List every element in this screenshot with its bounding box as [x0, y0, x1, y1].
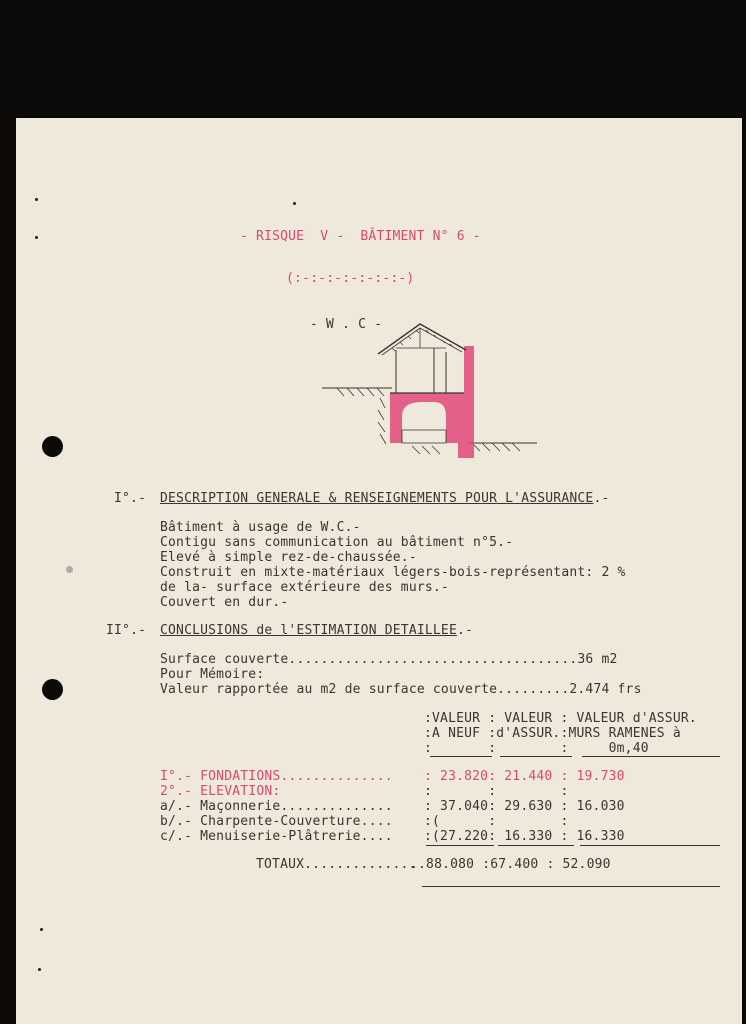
dust-speck	[293, 202, 296, 205]
row-underline	[580, 845, 720, 846]
dust-speck	[35, 236, 38, 239]
section1-heading: DESCRIPTION GENERALE & RENSEIGNEMENTS POUR L'ASSURANCE	[160, 491, 594, 506]
totals-values: ..88.080 :67.400 : 52.090	[410, 857, 611, 872]
row-underline	[498, 845, 574, 846]
section2-line: Pour Mémoire:	[160, 667, 265, 682]
section2-heading: CONCLUSIONS de l'ESTIMATION DETAILLEE	[160, 623, 457, 638]
title-ornament: (:-:-:-:-:-:-:-)	[286, 271, 415, 286]
header-underline	[500, 756, 572, 757]
table-header-row: :A NEUF :d'ASSUR.:MURS RAMENES à	[424, 726, 681, 741]
row-elevation-values: : : :	[424, 784, 569, 799]
dust-speck	[38, 968, 41, 971]
building-section-drawing-icon	[322, 318, 547, 468]
totals-underline	[422, 886, 720, 887]
row-underline	[426, 845, 494, 846]
section1-line: Construit en mixte-matériaux légers-bois-représentant: 2 %	[160, 565, 626, 580]
row-a-values: : 37.040: 29.630 : 16.030	[424, 799, 625, 814]
binder-hole-icon	[42, 679, 63, 700]
header-underline	[582, 756, 720, 757]
section1-line: Bâtiment à usage de W.C.-	[160, 520, 361, 535]
document-page	[16, 118, 742, 1024]
row-c-label: c/.- Menuiserie-Plâtrerie....	[160, 829, 393, 844]
table-header-row: :VALEUR : VALEUR : VALEUR d'ASSUR.	[424, 711, 697, 726]
binder-hole-icon	[42, 436, 63, 457]
section1-heading-row	[160, 491, 610, 506]
section1-number: I°.-	[114, 491, 147, 506]
section1-line: Couvert en dur.-	[160, 595, 289, 610]
section2-number: II°.-	[106, 623, 147, 638]
header-underline	[430, 756, 492, 757]
page-title: - RISQUE V - BÂTIMENT N° 6 -	[240, 229, 481, 244]
section2-line: Valeur rapportée au m2 de surface couverte.........2.474 frs	[160, 682, 642, 697]
row-elevation-label: 2°.- ELEVATION:	[160, 784, 281, 799]
dust-speck	[40, 928, 43, 931]
section1-line: de la- surface extérieure des murs.-	[160, 580, 449, 595]
dust-speck	[35, 198, 38, 201]
dust-speck	[66, 566, 73, 573]
section1-line: Contigu sans communication au bâtiment n°5.-	[160, 535, 514, 550]
section2-heading-row	[160, 623, 473, 638]
row-b-values: :( : :	[424, 814, 569, 829]
table-header-row: : : : 0m,40	[424, 741, 649, 756]
section2-heading-suffix: .-	[457, 623, 474, 638]
row-a-label: a/.- Maçonnerie..............	[160, 799, 393, 814]
building-label: - W . C -	[310, 317, 383, 332]
row-fondations-label: I°.- FONDATIONS..............	[160, 769, 393, 784]
row-b-label: b/.- Charpente-Couverture....	[160, 814, 393, 829]
row-c-values: :(27.220: 16.330 : 16.330	[424, 829, 625, 844]
section2-line: Surface couverte....................................36 m2	[160, 652, 618, 667]
totals-label: TOTAUX..............	[256, 857, 417, 872]
section1-heading-suffix: .-	[593, 491, 610, 506]
section1-line: Elevé à simple rez-de-chaussée.-	[160, 550, 417, 565]
row-fondations-values: : 23.820: 21.440 : 19.730	[424, 769, 625, 784]
